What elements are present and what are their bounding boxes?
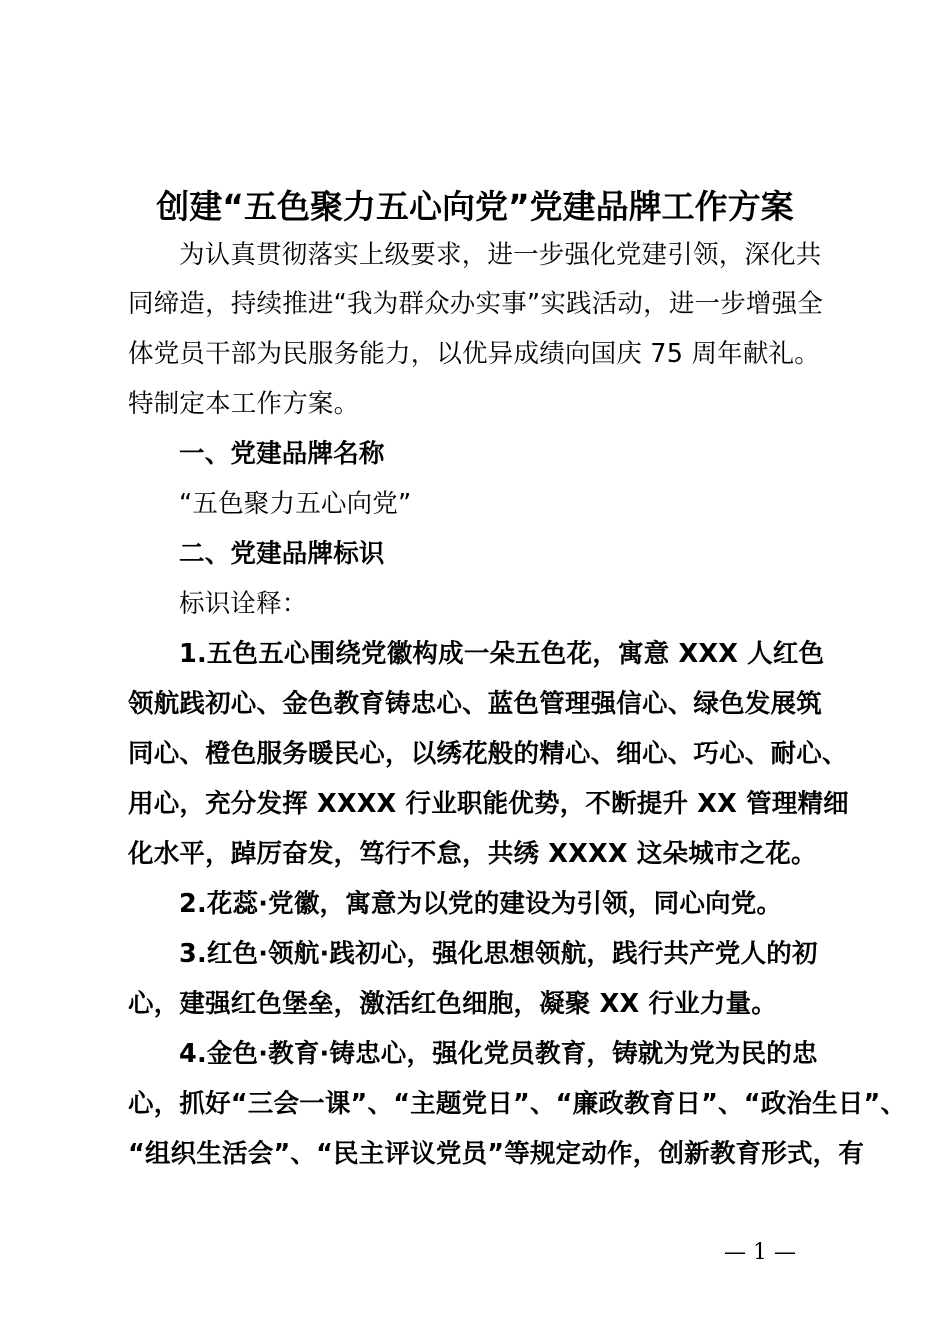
paragraph-line: 用心，充分发挥 XXXX 行业职能优势，不断提升 XX 管理精细	[128, 789, 849, 819]
brand-name-text: “五色聚力五心向党”	[179, 489, 412, 519]
paragraph-line: 3.红色·领航·践初心，强化思想领航，践行共产党人的初	[179, 939, 818, 969]
document-title: 创建“五色聚力五心向党”党建品牌工作方案	[156, 187, 794, 226]
paragraph-line: 1.五色五心围绕党徽构成一朵五色花，寓意 XXX 人红色	[179, 639, 825, 669]
paragraph-line: 为认真贯彻落实上级要求，进一步强化党建引领，深化共	[179, 240, 822, 270]
paragraph-line: 特制定本工作方案。	[128, 389, 360, 419]
paragraph-line: 体党员干部为民服务能力，以优异成绩向国庆 75 周年献礼。	[128, 339, 820, 369]
paragraph-line: 2.花蕊·党徽，寓意为以党的建设为引领，同心向党。	[179, 889, 783, 919]
paragraph-line: 领航践初心、金色教育铸忠心、蓝色管理强信心、绿色发展筑	[128, 689, 822, 719]
paragraph-line: 心，建强红色堡垒，激活红色细胞，凝聚 XX 行业力量。	[128, 989, 777, 1019]
paragraph-line: 心，抓好“三会一课”、“主题党日”、“廉政教育日”、“政治生日”、	[128, 1089, 907, 1119]
page-number: — 1 —	[724, 1240, 796, 1265]
paragraph-line: 4.金色·教育·铸忠心，强化党员教育，铸就为党为民的忠	[179, 1039, 818, 1069]
paragraph-line: “组织生活会”、“民主评议党员”等规定动作，创新教育形式，有	[128, 1139, 865, 1169]
paragraph-line: 化水平，踔厉奋发，笃行不怠，共绣 XXXX 这朵城市之花。	[128, 839, 817, 869]
paragraph-line: 同缔造，持续推进“我为群众办实事”实践活动，进一步增强全	[128, 289, 824, 319]
section-heading-1: 一、党建品牌名称	[179, 439, 385, 469]
logo-explanation-label: 标识诠释：	[179, 589, 308, 619]
paragraph-line: 同心、橙色服务暖民心，以绣花般的精心、细心、巧心、耐心、	[128, 739, 848, 769]
section-heading-2: 二、党建品牌标识	[179, 539, 385, 569]
